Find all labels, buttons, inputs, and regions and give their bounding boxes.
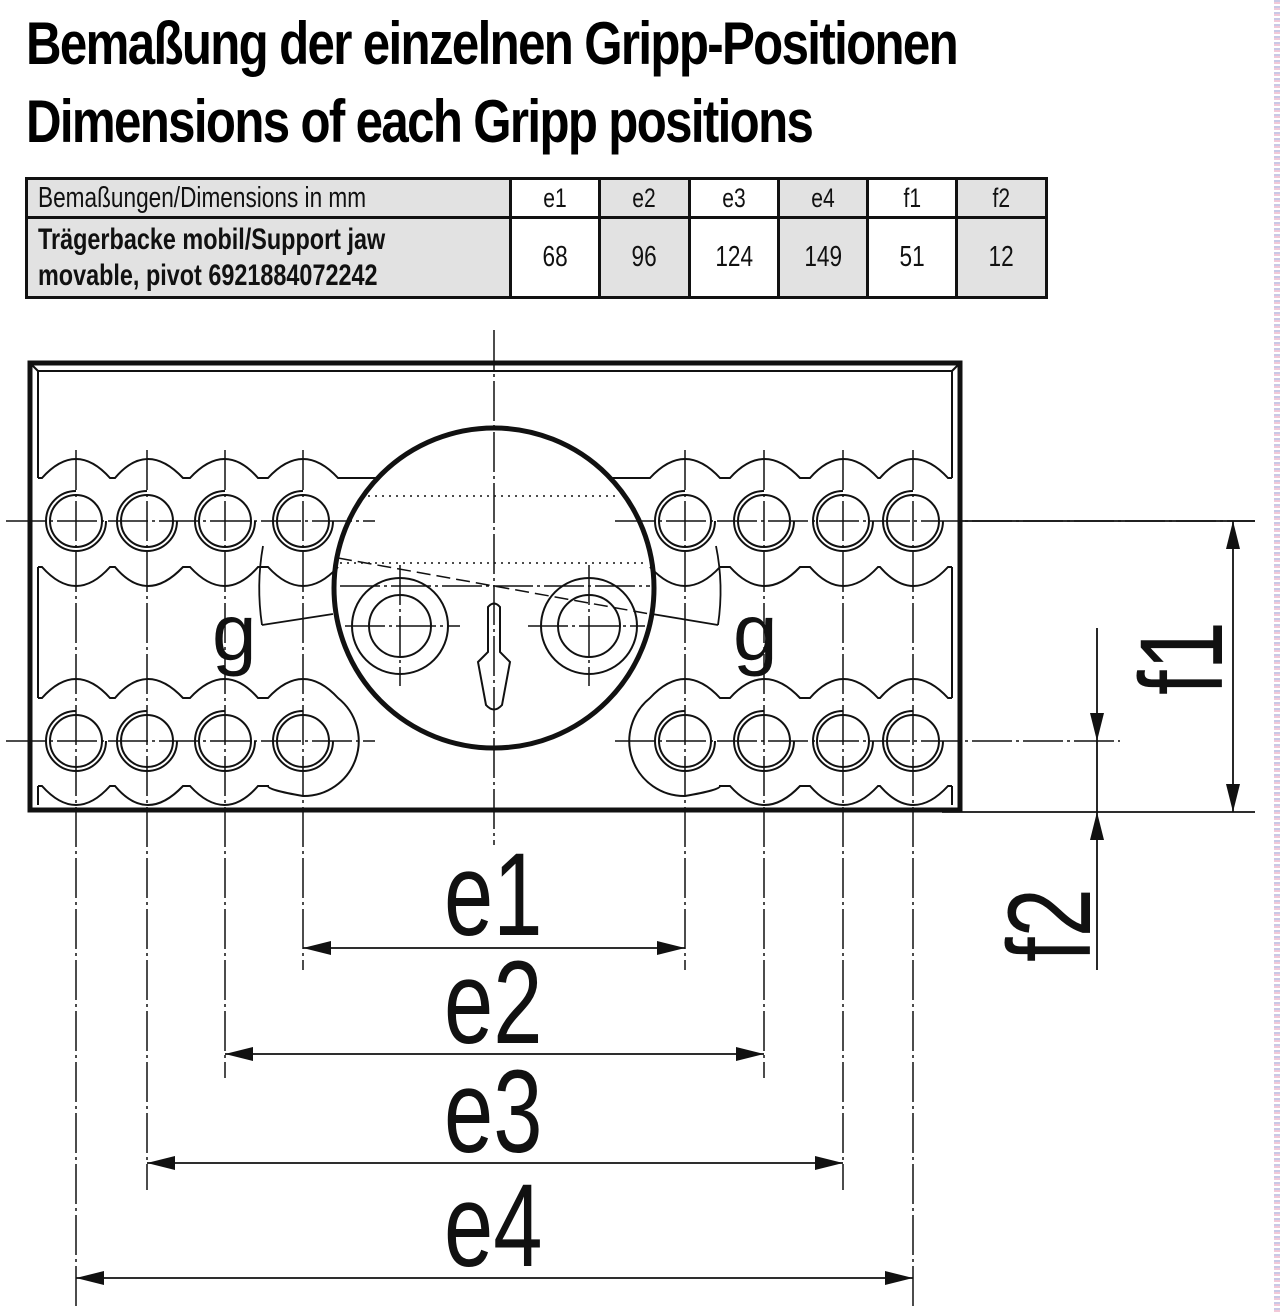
- cell-f2: 12: [957, 218, 1047, 298]
- cell-e4: 149: [779, 218, 868, 298]
- row-label: Trägerbacke mobil/Support jaw movable, pivot 6921884072242: [27, 218, 511, 298]
- cell-e2: 96: [600, 218, 690, 298]
- cell-f1: 51: [868, 218, 957, 298]
- dimensions-table: [25, 177, 1048, 299]
- column-header-f1: f1: [868, 179, 957, 218]
- dimension-label-e4: e4: [444, 1160, 543, 1293]
- dimension-label-e3: e3: [444, 1046, 543, 1179]
- column-header-f2: f2: [957, 179, 1047, 218]
- table-row: [27, 218, 1047, 298]
- page-title-english: Dimensions of each Gripp positions: [26, 88, 813, 155]
- hole-strip-bottom: [38, 679, 952, 805]
- column-header-e4: e4: [779, 179, 868, 218]
- column-header-e1: e1: [511, 179, 600, 218]
- table-header-label: Bemaßungen/Dimensions in mm: [27, 179, 511, 218]
- dimension-label-f2: f2: [984, 888, 1117, 962]
- dimension-label-e2: e2: [444, 937, 543, 1070]
- table-header-row: [27, 179, 1047, 218]
- dimension-labels-e: [444, 830, 542, 1292]
- dimension-label-f1: f1: [1116, 621, 1249, 695]
- page-title-german: Bemaßung der einzelnen Gripp-Positionen: [26, 10, 958, 77]
- page-edge-border: [1274, 0, 1280, 1313]
- hole-strip-top: [38, 459, 952, 586]
- column-header-e3: e3: [690, 179, 779, 218]
- angle-label-left: g: [212, 588, 257, 677]
- cell-e3: 124: [690, 218, 779, 298]
- angle-label-right: g: [733, 588, 778, 677]
- dimension-label-e1: e1: [444, 829, 543, 962]
- technical-drawing: [0, 300, 1280, 1313]
- cell-e1: 68: [511, 218, 600, 298]
- column-header-e2: e2: [600, 179, 690, 218]
